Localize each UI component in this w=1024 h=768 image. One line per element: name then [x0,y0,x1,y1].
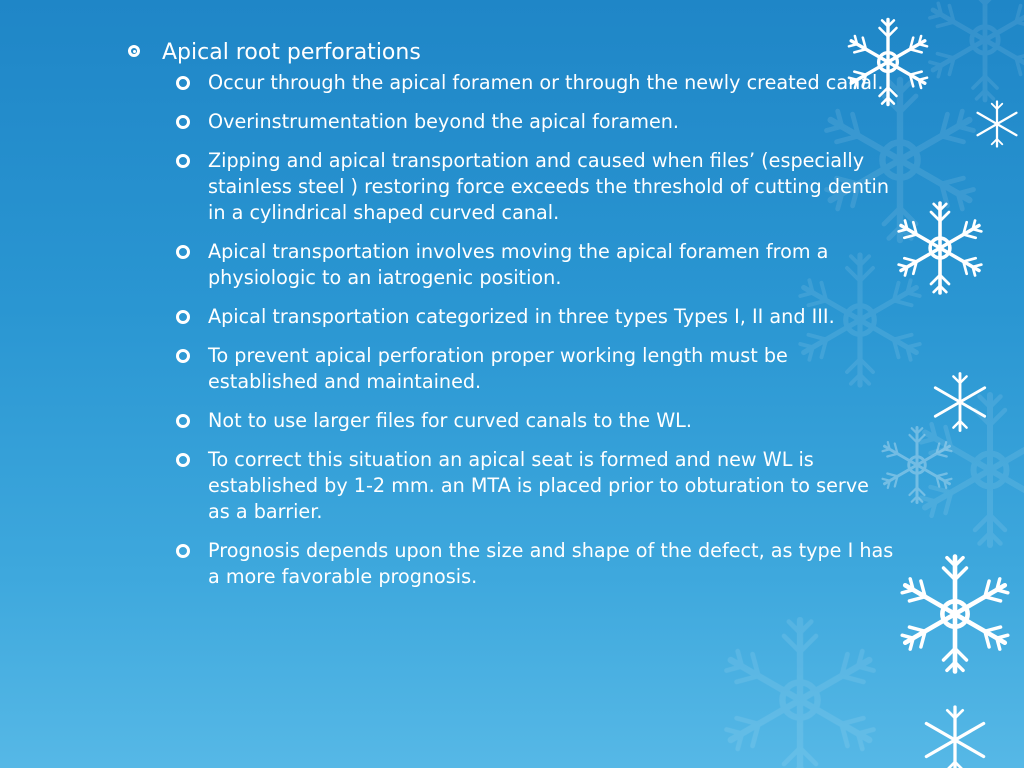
bullet-icon [176,544,190,558]
heading-bullet [126,38,896,68]
list-item-text: Zipping and apical transportation and caused when files’ (especially stainless steel ) restoring force exceeds the threshold of cutting dentin in a cylindrical shaped curved canal. [208,149,889,224]
bullet-icon [176,310,190,324]
snowflake-icon [926,707,983,768]
list-item-text: Not to use larger files for curved canals to the WL. [208,409,692,432]
list-item [126,109,896,135]
list-item [126,304,896,330]
bullet-icon [176,154,190,168]
bullet-icon [176,414,190,428]
list-item [126,148,896,226]
list-item-text: To correct this situation an apical seat is formed and new WL is established by 1-2 mm. an MTA is placed prior to obturation to serve as a barrier. [208,448,869,523]
bullet-icon [128,45,140,57]
bullet-icon [176,349,190,363]
snowflake-icon [899,557,1010,672]
list-item [126,408,896,434]
bullet-icon [176,115,190,129]
list-item [126,239,896,291]
list-item-text: Apical transportation involves moving the apical foramen from a physiologic to an iatrogenic position. [208,240,829,289]
bullet-icon [176,245,190,259]
bullet-icon [176,76,190,90]
list-item-text: To prevent apical perforation proper working length must be established and maintained. [208,344,788,393]
snowflake-icon [918,395,1024,545]
bullet-icon [176,453,190,467]
list-item-text: Overinstrumentation beyond the apical foramen. [208,110,680,133]
slide-heading: Apical root perforations [162,40,421,65]
snowflake-icon [978,102,1017,147]
snowflake-icon [723,620,878,768]
snowflake-icon [935,374,984,431]
list-item-text: Apical transportation categorized in three types Types I, II and III. [208,305,835,328]
list-item [126,70,896,96]
bullet-list [126,70,896,590]
list-item [126,343,896,395]
slide-content [126,38,896,603]
list-item-text: Occur through the apical foramen or through the newly created canal. [208,71,884,94]
snowflake-icon [927,0,1024,100]
list-item [126,538,896,590]
list-item [126,447,896,525]
list-item-text: Prognosis depends upon the size and shape of the defect, as type I has a more favorable prognosis. [208,539,894,588]
